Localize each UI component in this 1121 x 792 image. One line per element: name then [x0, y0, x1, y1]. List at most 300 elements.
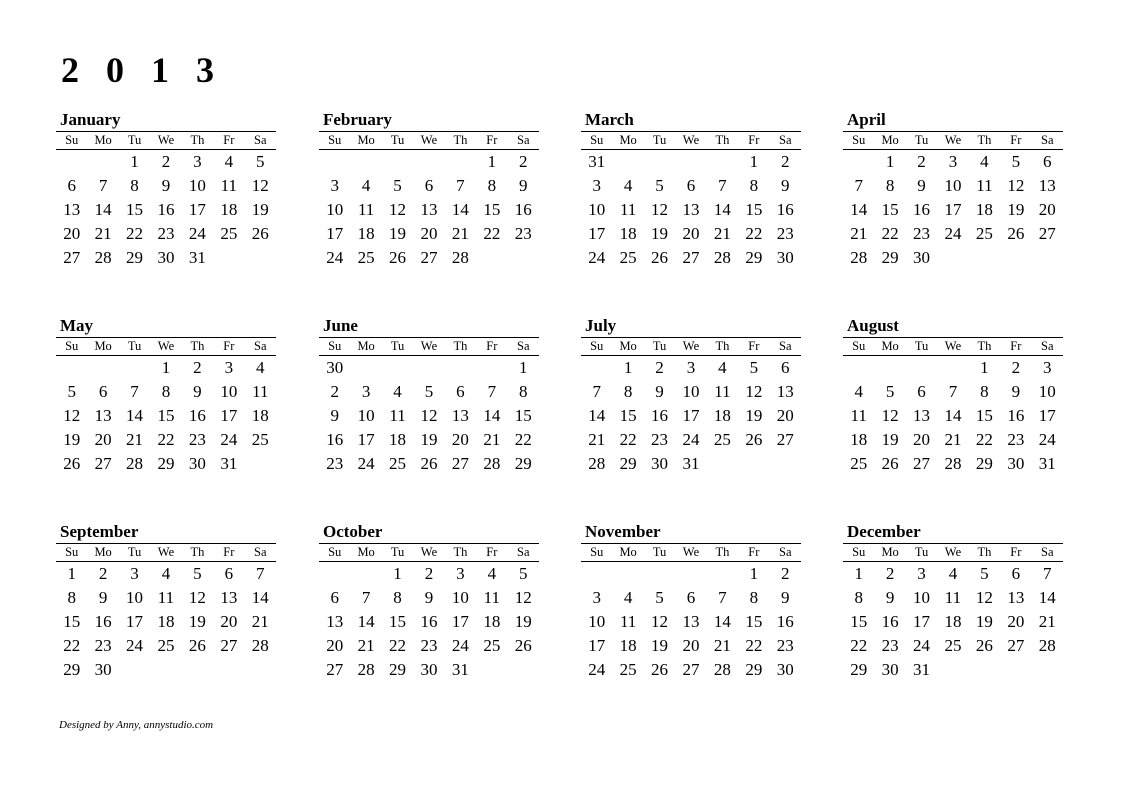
weekday-label: Sa: [770, 132, 801, 150]
day-cell: 15: [745, 200, 763, 219]
day-cell: [382, 356, 413, 381]
day-cell: 15: [745, 612, 763, 631]
day-cell: 4: [161, 564, 171, 583]
day-cell: 17: [126, 612, 144, 631]
day-cell: 25: [850, 454, 868, 473]
weekday-label: Su: [56, 544, 87, 562]
day-cell: 10: [588, 612, 606, 631]
day-cell: 17: [451, 612, 469, 631]
week-row: [843, 562, 1063, 587]
month-table: [319, 543, 539, 682]
day-cell: 7: [98, 176, 108, 195]
day-cell: 10: [588, 200, 606, 219]
week-row: [843, 222, 1063, 246]
weekday-label: Mo: [874, 544, 905, 562]
day-cell: 22: [63, 636, 81, 655]
weekday-label: Fr: [476, 132, 507, 150]
day-cell: 10: [682, 382, 700, 401]
weekday-label: Sa: [770, 338, 801, 356]
day-cell: 26: [188, 636, 206, 655]
weekday-label: Fr: [738, 338, 769, 356]
day-cell: 2: [655, 358, 664, 377]
weekday-label: Sa: [770, 544, 801, 562]
day-cell: 1: [487, 152, 497, 171]
week-row: [319, 380, 539, 404]
month-name: February: [323, 110, 392, 129]
weekday-label: Fr: [1000, 544, 1031, 562]
weekday-label: Mo: [87, 338, 118, 356]
weekday-label: Tu: [119, 544, 150, 562]
day-cell: 4: [393, 382, 402, 401]
week-row: [319, 428, 539, 452]
day-cell: 24: [326, 248, 344, 267]
weekday-label: Tu: [119, 338, 150, 356]
day-cell: 15: [975, 406, 993, 425]
weekday-label: We: [413, 338, 444, 356]
day-cell: 30: [94, 660, 112, 679]
day-cell: 31: [220, 454, 238, 473]
day-cell: 22: [157, 430, 175, 449]
weekday-label: Th: [182, 338, 213, 356]
day-cell: 23: [776, 224, 794, 243]
weekday-label: We: [675, 132, 706, 150]
week-row: [843, 658, 1063, 682]
day-cell: 31: [188, 248, 206, 267]
day-cell: 27: [1038, 224, 1056, 243]
week-row: [843, 174, 1063, 198]
day-cell: [937, 658, 968, 682]
day-cell: 21: [357, 636, 375, 655]
day-cell: 16: [326, 430, 344, 449]
day-cell: 8: [885, 176, 895, 195]
day-cell: [119, 356, 150, 381]
day-cell: 8: [980, 382, 989, 401]
day-cell: 22: [745, 636, 763, 655]
month-table: [56, 131, 276, 270]
day-cell: 28: [1038, 636, 1056, 655]
day-cell: 6: [224, 564, 234, 583]
day-cell: 31: [1038, 454, 1056, 473]
day-cell: 6: [781, 358, 790, 377]
month-name: August: [847, 316, 899, 335]
day-cell: 27: [682, 248, 700, 267]
day-cell: 29: [850, 660, 868, 679]
weekday-label: Fr: [738, 132, 769, 150]
day-cell: 20: [420, 224, 438, 243]
day-cell: 25: [944, 636, 962, 655]
day-cell: 6: [1043, 152, 1052, 171]
day-cell: 1: [749, 152, 759, 171]
day-cell: 21: [713, 636, 731, 655]
month-june: [319, 316, 541, 476]
day-cell: 10: [126, 588, 144, 607]
day-cell: 18: [713, 406, 731, 425]
day-cell: 5: [519, 564, 528, 583]
day-cell: 30: [157, 248, 175, 267]
day-cell: 2: [519, 152, 528, 171]
week-row: [581, 610, 801, 634]
day-cell: 14: [357, 612, 375, 631]
weekday-label: Su: [319, 544, 350, 562]
day-cell: 12: [389, 200, 407, 219]
day-cell: 3: [456, 564, 465, 583]
day-cell: 26: [63, 454, 81, 473]
weekday-label: Tu: [644, 132, 675, 150]
day-cell: 4: [623, 176, 633, 195]
day-cell: 13: [913, 406, 931, 425]
week-row: [56, 246, 276, 270]
weekday-header-row: [56, 132, 276, 150]
day-cell: 17: [944, 200, 962, 219]
week-row: [56, 198, 276, 222]
day-cell: 9: [655, 382, 664, 401]
week-row: [319, 610, 539, 634]
day-cell: 24: [451, 636, 469, 655]
day-cell: [843, 356, 874, 381]
day-cell: 14: [94, 200, 112, 219]
day-cell: 17: [188, 200, 206, 219]
weekday-label: Su: [581, 544, 612, 562]
day-cell: 1: [519, 358, 528, 377]
week-row: [843, 150, 1063, 175]
month-name: June: [323, 316, 358, 335]
day-cell: 15: [157, 406, 175, 425]
day-cell: 18: [357, 224, 375, 243]
day-cell: 15: [63, 612, 81, 631]
day-cell: 28: [588, 454, 606, 473]
day-cell: 3: [592, 588, 601, 607]
day-cell: 6: [686, 588, 696, 607]
day-cell: 21: [126, 430, 144, 449]
day-cell: 14: [713, 200, 731, 219]
day-cell: [969, 246, 1000, 270]
day-cell: 29: [126, 248, 144, 267]
day-cell: 22: [514, 430, 532, 449]
month-september: [56, 522, 278, 682]
day-cell: 30: [420, 660, 438, 679]
day-cell: 13: [94, 406, 112, 425]
month-table: [319, 337, 539, 476]
day-cell: [87, 356, 118, 381]
day-cell: 14: [126, 406, 144, 425]
week-row: [319, 562, 539, 587]
day-cell: 30: [326, 358, 344, 377]
day-cell: 3: [130, 564, 139, 583]
weekday-label: Mo: [87, 132, 118, 150]
weekday-label: Sa: [508, 132, 539, 150]
day-cell: 23: [881, 636, 899, 655]
month-name: October: [323, 522, 383, 541]
day-cell: 19: [251, 200, 269, 219]
day-cell: 22: [745, 224, 763, 243]
day-cell: 18: [944, 612, 962, 631]
day-cell: 19: [188, 612, 206, 631]
day-cell: 13: [451, 406, 469, 425]
day-cell: 2: [781, 564, 790, 583]
week-row: [581, 428, 801, 452]
day-cell: 3: [948, 152, 958, 171]
week-row: [319, 586, 539, 610]
day-cell: 16: [514, 200, 532, 219]
weekday-label: We: [675, 544, 706, 562]
day-cell: 1: [130, 152, 139, 171]
weekday-label: Sa: [1032, 132, 1063, 150]
weekday-label: We: [413, 544, 444, 562]
weekday-label: We: [413, 132, 444, 150]
day-cell: 21: [251, 612, 269, 631]
weekday-label: Fr: [213, 338, 244, 356]
day-cell: 14: [944, 406, 962, 425]
weekday-label: We: [675, 338, 706, 356]
day-cell: 12: [975, 588, 993, 607]
day-cell: 18: [220, 200, 238, 219]
day-cell: 5: [424, 382, 434, 401]
weekday-label: Sa: [245, 132, 276, 150]
day-cell: 24: [357, 454, 375, 473]
weekday-label: Su: [843, 132, 874, 150]
day-cell: 24: [913, 636, 931, 655]
day-cell: 8: [487, 176, 497, 195]
day-cell: [707, 452, 738, 476]
day-cell: [350, 562, 381, 587]
day-cell: 14: [713, 612, 731, 631]
day-cell: 20: [94, 430, 112, 449]
week-row: [56, 562, 276, 587]
day-cell: 25: [220, 224, 238, 243]
day-cell: 9: [161, 176, 171, 195]
day-cell: 24: [588, 248, 606, 267]
week-row: [581, 246, 801, 270]
day-cell: 5: [980, 564, 989, 583]
week-row: [843, 634, 1063, 658]
day-cell: 23: [94, 636, 112, 655]
weekday-label: We: [937, 132, 968, 150]
day-cell: 11: [619, 612, 637, 631]
day-cell: 4: [361, 176, 371, 195]
month-february: [319, 110, 541, 270]
day-cell: 14: [1038, 588, 1056, 607]
day-cell: 18: [389, 430, 407, 449]
day-cell: 3: [1043, 358, 1052, 377]
day-cell: 28: [357, 660, 375, 679]
day-cell: 6: [98, 382, 108, 401]
day-cell: [874, 356, 905, 381]
week-row: [843, 452, 1063, 476]
day-cell: 21: [94, 224, 112, 243]
day-cell: 24: [220, 430, 238, 449]
day-cell: [612, 150, 643, 175]
weekday-label: Fr: [476, 338, 507, 356]
week-row: [56, 222, 276, 246]
day-cell: 21: [1038, 612, 1056, 631]
day-cell: 17: [913, 612, 931, 631]
day-cell: 25: [619, 660, 637, 679]
day-cell: 20: [451, 430, 469, 449]
day-cell: 8: [623, 382, 633, 401]
weekday-label: Fr: [213, 544, 244, 562]
weekday-header-row: [843, 338, 1063, 356]
day-cell: 17: [357, 430, 375, 449]
weekday-label: We: [150, 132, 181, 150]
day-cell: 14: [451, 200, 469, 219]
weekday-label: Th: [707, 338, 738, 356]
day-cell: 5: [885, 382, 895, 401]
week-row: [56, 404, 276, 428]
day-cell: 5: [655, 588, 664, 607]
day-cell: [644, 150, 675, 175]
week-row: [581, 174, 801, 198]
day-cell: 14: [588, 406, 606, 425]
day-cell: 11: [483, 588, 500, 607]
day-cell: 2: [424, 564, 434, 583]
day-cell: 11: [976, 176, 993, 195]
day-cell: 17: [326, 224, 344, 243]
day-cell: 12: [251, 176, 269, 195]
day-cell: [581, 356, 612, 381]
day-cell: 5: [67, 382, 76, 401]
day-cell: 19: [881, 430, 899, 449]
day-cell: [182, 658, 213, 682]
weekday-label: Th: [707, 544, 738, 562]
day-cell: 27: [326, 660, 344, 679]
month-august: [843, 316, 1065, 476]
weekday-header-row: [581, 338, 801, 356]
week-row: [56, 174, 276, 198]
day-cell: 16: [776, 200, 794, 219]
day-cell: 7: [948, 382, 958, 401]
weekday-label: Th: [969, 132, 1000, 150]
month-march: [581, 110, 803, 270]
week-row: [56, 428, 276, 452]
day-cell: [213, 246, 244, 270]
day-cell: [707, 150, 738, 175]
day-cell: [1000, 658, 1031, 682]
weekday-label: Mo: [612, 132, 643, 150]
day-cell: 2: [781, 152, 790, 171]
week-row: [56, 150, 276, 175]
day-cell: 16: [881, 612, 899, 631]
weekday-label: Su: [843, 338, 874, 356]
day-cell: [445, 150, 476, 175]
day-cell: 28: [483, 454, 501, 473]
day-cell: 5: [193, 564, 202, 583]
week-row: [581, 222, 801, 246]
day-cell: 29: [745, 660, 763, 679]
week-row: [319, 198, 539, 222]
day-cell: 28: [126, 454, 144, 473]
day-cell: 7: [130, 382, 139, 401]
day-cell: 10: [944, 176, 962, 195]
day-cell: 8: [519, 382, 528, 401]
day-cell: [770, 452, 801, 476]
day-cell: 26: [1007, 224, 1025, 243]
day-cell: 9: [424, 588, 434, 607]
weekday-label: Sa: [508, 544, 539, 562]
day-cell: 26: [514, 636, 532, 655]
day-cell: [56, 150, 87, 175]
day-cell: 29: [619, 454, 637, 473]
weekday-label: Th: [182, 132, 213, 150]
day-cell: [906, 356, 937, 381]
day-cell: [476, 356, 507, 381]
day-cell: 7: [361, 588, 371, 607]
day-cell: [245, 452, 276, 476]
day-cell: 25: [713, 430, 731, 449]
month-table: [581, 543, 801, 682]
day-cell: [644, 562, 675, 587]
day-cell: 6: [686, 176, 696, 195]
day-cell: 9: [1011, 382, 1021, 401]
day-cell: 11: [619, 200, 637, 219]
day-cell: 18: [619, 224, 637, 243]
day-cell: 2: [193, 358, 202, 377]
week-row: [843, 428, 1063, 452]
week-row: [319, 222, 539, 246]
day-cell: 7: [1043, 564, 1052, 583]
day-cell: 8: [854, 588, 863, 607]
weekday-label: Sa: [1032, 338, 1063, 356]
day-cell: 16: [420, 612, 438, 631]
day-cell: 6: [67, 176, 76, 195]
day-cell: 3: [224, 358, 234, 377]
day-cell: 19: [745, 406, 763, 425]
day-cell: 24: [126, 636, 144, 655]
day-cell: 16: [913, 200, 931, 219]
weekday-label: We: [937, 338, 968, 356]
week-row: [319, 174, 539, 198]
day-cell: [119, 658, 150, 682]
week-row: [56, 452, 276, 476]
day-cell: 14: [251, 588, 269, 607]
day-cell: 3: [917, 564, 926, 583]
weekday-label: Mo: [350, 338, 381, 356]
day-cell: 24: [188, 224, 206, 243]
day-cell: 15: [850, 612, 868, 631]
day-cell: 27: [420, 248, 438, 267]
day-cell: [382, 150, 413, 175]
day-cell: 19: [651, 636, 669, 655]
weekday-label: Tu: [644, 338, 675, 356]
day-cell: 9: [98, 588, 108, 607]
week-row: [581, 198, 801, 222]
weekday-label: Th: [969, 338, 1000, 356]
day-cell: 30: [913, 248, 931, 267]
weekday-label: Fr: [738, 544, 769, 562]
day-cell: 18: [157, 612, 175, 631]
day-cell: 10: [451, 588, 469, 607]
weekday-label: Th: [969, 544, 1000, 562]
weekday-header-row: [319, 132, 539, 150]
week-row: [843, 404, 1063, 428]
day-cell: 27: [1007, 636, 1025, 655]
day-cell: 16: [776, 612, 794, 631]
day-cell: 2: [330, 382, 339, 401]
day-cell: 17: [588, 224, 606, 243]
weekday-label: Mo: [350, 132, 381, 150]
day-cell: 22: [619, 430, 637, 449]
day-cell: 20: [776, 406, 794, 425]
weekday-label: Sa: [245, 338, 276, 356]
day-cell: 4: [854, 382, 863, 401]
day-cell: [150, 658, 181, 682]
day-cell: 26: [651, 248, 669, 267]
day-cell: 1: [749, 564, 759, 583]
day-cell: 23: [157, 224, 175, 243]
day-cell: 7: [487, 382, 497, 401]
day-cell: 11: [944, 588, 962, 607]
day-cell: 16: [157, 200, 175, 219]
weekday-label: Mo: [874, 132, 905, 150]
